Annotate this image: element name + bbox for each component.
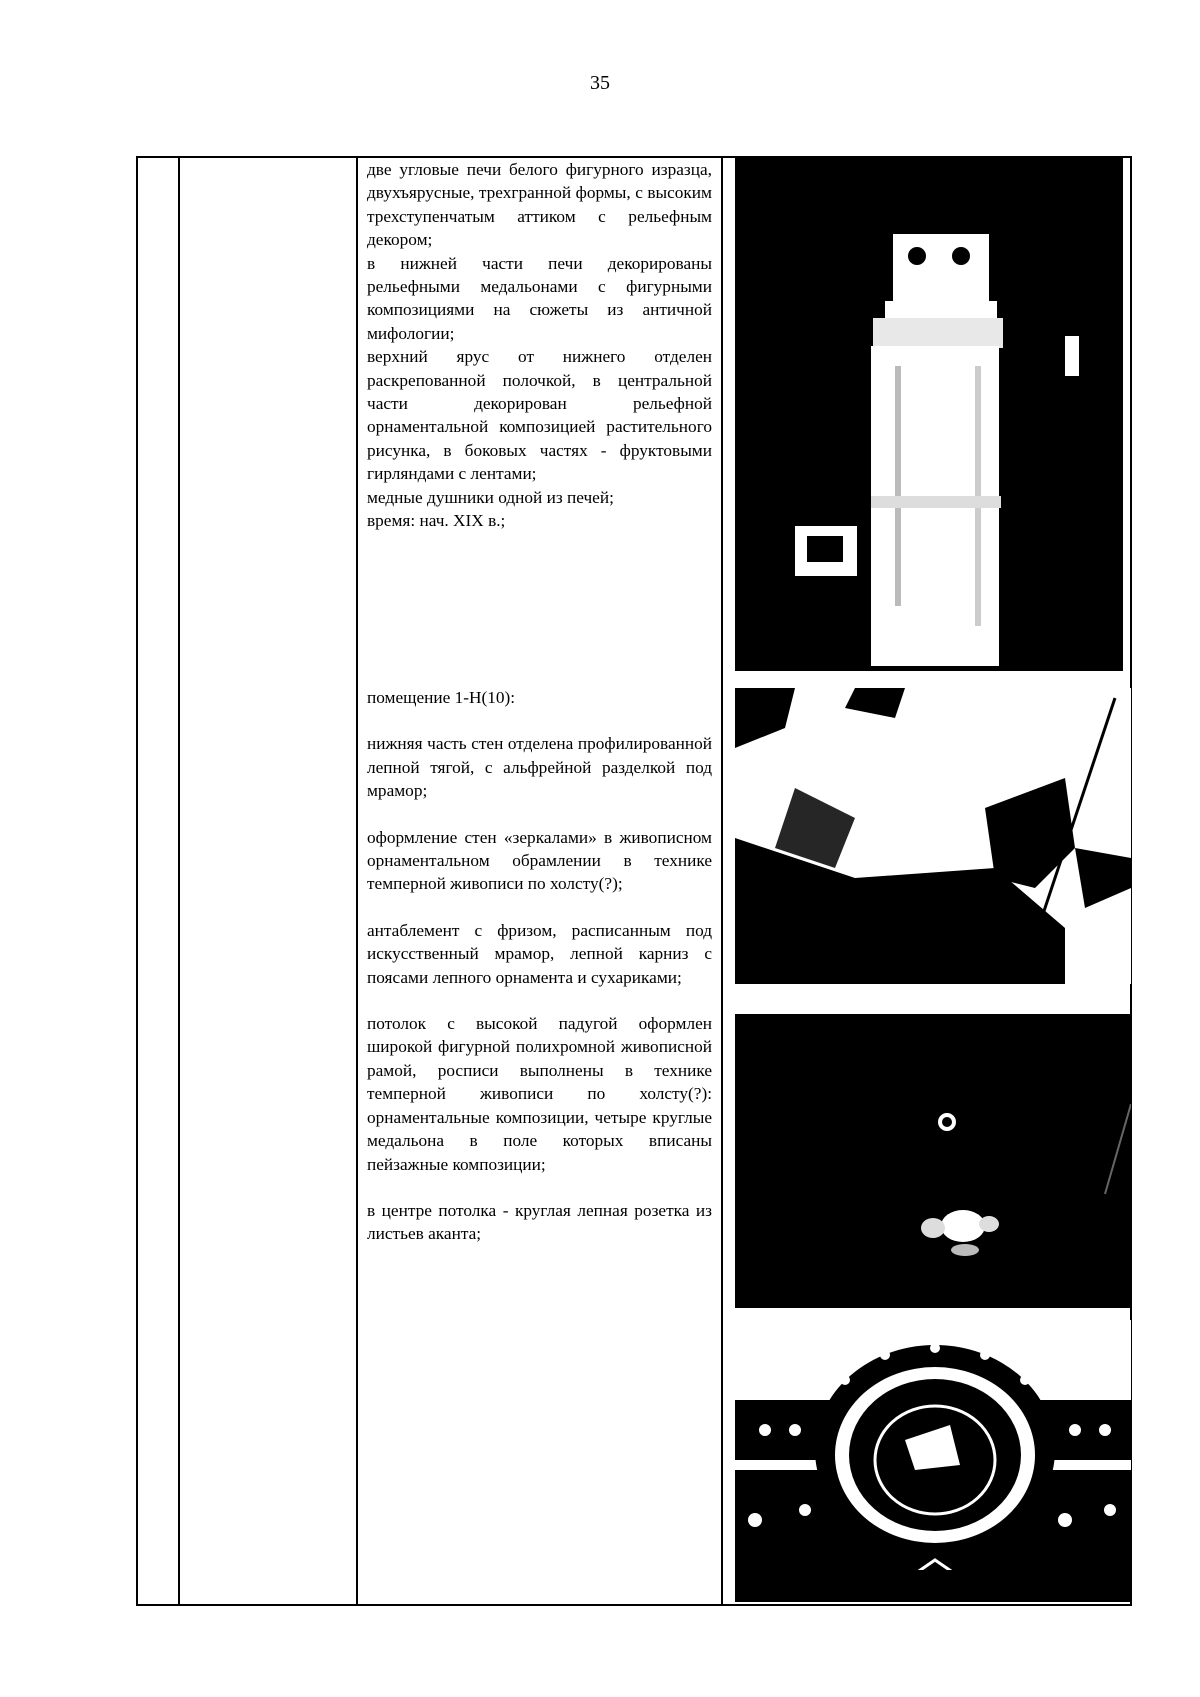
column-divider-2 (356, 158, 358, 1604)
paragraph-stoves-vents: медные душники одной из печей; (367, 487, 614, 507)
paragraph-stoves-form: две угловые печи белого фигурного изразца, двухъярусные, трехгранной формы, с высоким трехступенчатым аттиком с рельефным декором; (367, 160, 712, 250)
column-divider-3 (721, 158, 723, 1604)
paragraph-entablature: антаблемент с фризом, расписанным под искусственный мрамор, лепной карниз с поясами лепного орнамента и сухариками; (367, 920, 712, 987)
description-block-room (367, 686, 712, 1246)
paragraph-rosette: в центре потолка - круглая лепная розетка из листьев аканта; (367, 1200, 712, 1244)
paragraph-stoves-lower-part: в нижней части печи декорированы рельефными медальонами с фигурными композициями на сюжеты из античной мифологии; (367, 253, 712, 343)
paragraph-stoves-upper-tier: верхний ярус от нижнего отделен раскрепованной полочкой, в центральной части декорирован рельефной орнаментальной композицией растительного рисунка, в боковых частях - фруктовыми гирляндами с лентами; (367, 347, 712, 484)
paragraph-stoves-date: время: нач. XIX в.; (367, 511, 506, 531)
description-block-stoves (367, 158, 712, 533)
photo-wall-detail (735, 688, 1131, 984)
page-number: 35 (590, 72, 610, 94)
paragraph-ceiling: потолок с высокой падугой оформлен широкой фигурной полихромной живописной рамой, росписи выполнены в технике темперной живописи по холсту(?): орнаментальные композиции, четыре круглые медальона в поле которых вписаны пейзажные композиции; (367, 1014, 712, 1174)
photo-medallion (735, 1320, 1131, 1602)
paragraph-lower-walls: нижняя часть стен отделена профилированной лепной тягой, с альфрейной разделкой под мрамор; (367, 734, 712, 801)
photo-stove (735, 156, 1123, 671)
paragraph-wall-mirrors: оформление стен «зеркалами» в живописном орнаментальном обрамлении в технике темперной живописи по холсту(?); (367, 827, 712, 894)
column-divider-1 (178, 158, 180, 1604)
room-heading: помещение 1-Н(10): (367, 688, 516, 707)
photo-ceiling (735, 1014, 1131, 1308)
